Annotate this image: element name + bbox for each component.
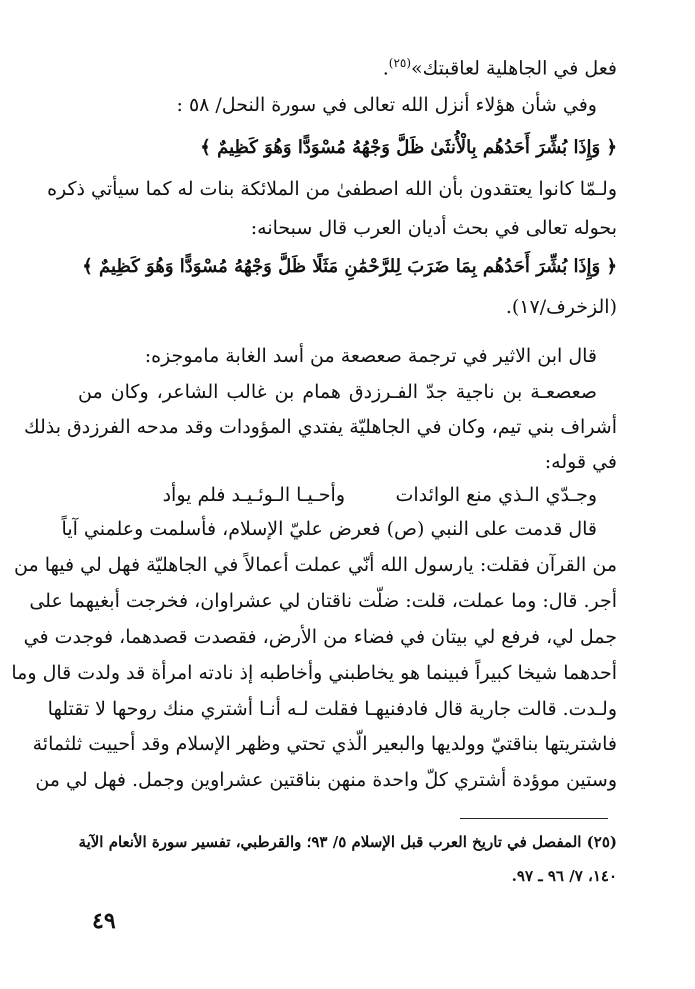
text-line-16: فاشتريتها بناقتيّ وولديها والبعير الّذي تحتي وظهر الإسلام وقد أحييت ثلثمائة — [32, 733, 617, 755]
footnote-line-2: ١٤٠، ٧/ ٩٦ ـ ٩٧. — [511, 867, 617, 885]
text-line-6: قال ابن الاثير في ترجمة صعصعة من أسد الغابة ماموجزه: — [144, 345, 597, 367]
quran-verse-1: ﴿ وَإِذَا بُشِّرَ أَحَدُهُم بِالْأُنثَىٰ ظَلَّ وَجْهُهُ مُسْوَدًّا وَهُوَ كَظِيمٌ ﴾ — [200, 137, 617, 158]
text-line-1: فعل في الجاهلية لعاقبتك»$^{(٢٥)}$. — [382, 56, 617, 80]
text-line-7: صعصعـة بن ناجية جدّ الفـرزدق همام بن غالب الشاعر، وكان من — [78, 381, 597, 403]
page-number: ٤٩ — [92, 908, 116, 934]
text-line-12: أجر. قال: وما عملت، قلت: ضلّت ناقتان لي عشراوان، فخرجت أبغيهما على — [29, 590, 617, 612]
text-line-11: من القرآن فقلت: يارسول الله أنّي عملت أعمالاً في الجاهليّة فهل لي فيها من — [14, 554, 617, 576]
footnote-line-1: (٢٥) المفصل في تاريخ العرب قبل الإسلام ٥/ ٩٣؛ والقرطبي، تفسير سورة الأنعام الآية — [78, 833, 617, 851]
quran-verse-2: ﴿ وَإِذَا بُشِّرَ أَحَدُهُم بِمَا ضَرَبَ لِلرَّحْمَٰنِ مَثَلًا ظَلَّ وَجْهُهُ مُسْوَدًّا وَهُوَ كَظِيمٌ ﴾ — [82, 256, 617, 277]
text-line-13: جمل لي، فرفع لي بيتان في فضاء من الأرض، فقصدت قصدهما، فوجدت في — [23, 626, 617, 648]
text-line-4: بحوله تعالى في بحث أديان العرب قال سبحانه: — [250, 217, 617, 239]
footnote-separator — [460, 818, 608, 819]
text-line-14: أحدهما شيخا كبيراً فبينما هو يخاطبني وأخاطبه إذ نادته امرأة قد ولدت قال وما — [11, 662, 617, 684]
poem-hemistich-left: وأحـيـا الـوئـيـد فلم يوأد — [162, 484, 345, 506]
footnote-reference[interactable]: (٢٥) — [388, 56, 412, 70]
text-line-15: ولـدت. قالت جارية قال فادفنيهـا فقلت لـه أنـا أشتري منك روحها لا تقتلها — [47, 698, 617, 720]
text-line-9: في قوله: — [544, 451, 617, 473]
text-line-10: قال قدمت على النبي (ص) فعرض عليّ الإسلام، فأسلمت وعلمني آياً — [61, 518, 597, 540]
text-line-2: وفي شأن هؤلاء أنزل الله تعالى في سورة النحل/ ٥٨ : — [176, 94, 597, 116]
poem-hemistich-right: وجـدّي الـذي منع الوائدات — [395, 484, 597, 506]
text-line-5: (الزخرف/١٧). — [505, 296, 617, 318]
text-line-3: ولـمّا كانوا يعتقدون بأن الله اصطفىٰ من الملائكة بنات له كما سيأتي ذكره — [47, 178, 617, 200]
text-line-17: وستين موؤدة أشتري كلّ واحدة منهن بناقتين عشراوين وجمل. فهل لي من — [35, 769, 617, 791]
text-line-8: أشراف بني تيم، وكان في الجاهليّة يفتدي المؤودات وقد مدحه الفرزدق بذلك — [23, 416, 617, 438]
